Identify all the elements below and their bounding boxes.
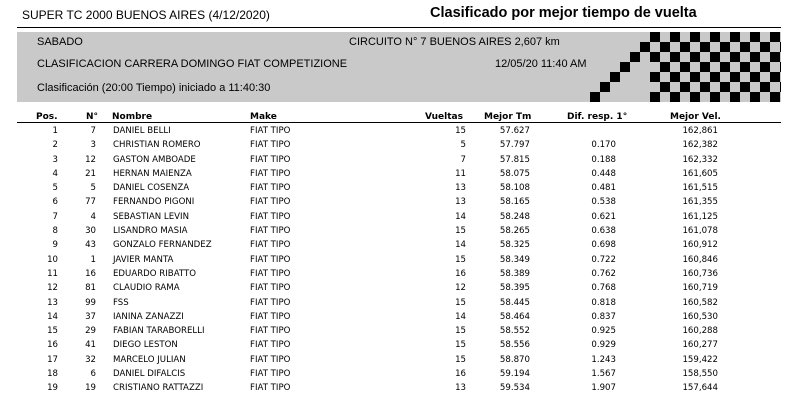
cell-pos: 17 <box>47 354 58 365</box>
cell-pos: 10 <box>47 254 58 265</box>
table-row <box>0 126 785 140</box>
col-laps: Vueltas <box>425 112 463 122</box>
cell-num: 5 <box>90 183 96 194</box>
cell-speed: 160,912 <box>682 240 718 251</box>
cell-num: 30 <box>85 226 96 237</box>
cell-pos: 6 <box>52 197 58 208</box>
table-row <box>0 240 785 254</box>
cell-name: DANIEL DIFALCIS <box>113 369 186 380</box>
cell-make: FIAT TIPO <box>250 126 291 136</box>
cell-laps: 15 <box>455 297 466 308</box>
cell-speed: 161,605 <box>682 168 718 179</box>
cell-make: FIAT TIPO <box>250 254 291 265</box>
cell-num: 7 <box>90 126 96 136</box>
cell-num: 77 <box>85 197 96 208</box>
checkered-flag-icon <box>590 32 781 102</box>
cell-pos: 7 <box>52 211 58 222</box>
cell-make: FIAT TIPO <box>250 268 291 279</box>
cell-make: FIAT TIPO <box>250 154 291 165</box>
cell-diff: 0.837 <box>591 311 616 322</box>
cell-diff: 0.638 <box>591 226 616 237</box>
circuit-label: CIRCUITO N° 7 BUENOS AIRES 2,607 km <box>349 36 560 48</box>
table-row <box>0 283 785 297</box>
cell-num: 6 <box>90 369 96 380</box>
cell-diff: 1.567 <box>591 369 616 380</box>
cell-name: FSS <box>113 297 129 308</box>
cell-diff: 0.929 <box>591 340 616 351</box>
cell-laps: 15 <box>455 226 466 237</box>
cell-diff: 0.188 <box>591 154 616 165</box>
table-row <box>0 369 785 383</box>
table-row <box>0 312 785 326</box>
day-label: SABADO <box>37 36 83 48</box>
cell-best: 58.265 <box>499 226 530 237</box>
cell-laps: 15 <box>455 326 466 337</box>
cell-best: 58.108 <box>499 183 530 194</box>
cell-diff: 0.768 <box>591 283 616 294</box>
cell-speed: 160,582 <box>682 297 718 308</box>
cell-best: 58.870 <box>499 354 530 365</box>
cell-best: 58.389 <box>499 268 530 279</box>
cell-num: 1 <box>90 254 96 265</box>
cell-laps: 14 <box>455 211 466 222</box>
cell-speed: 161,125 <box>682 211 718 222</box>
cell-pos: 3 <box>52 154 58 165</box>
cell-pos: 11 <box>47 268 58 279</box>
cell-diff: 0.722 <box>591 254 616 265</box>
table-row <box>0 212 785 226</box>
event-title: SUPER TC 2000 BUENOS AIRES (4/12/2020) <box>22 8 270 22</box>
cell-laps: 15 <box>455 126 466 136</box>
cell-diff: 1.243 <box>591 354 616 365</box>
cell-num: 41 <box>85 340 96 351</box>
cell-laps: 14 <box>455 311 466 322</box>
cell-pos: 1 <box>52 126 58 136</box>
col-diff: Dif. resp. 1° <box>567 112 628 122</box>
cell-best: 58.248 <box>499 211 530 222</box>
cell-laps: 12 <box>455 283 466 294</box>
cell-speed: 162,332 <box>682 154 718 165</box>
cell-pos: 13 <box>47 297 58 308</box>
cell-pos: 8 <box>52 226 58 237</box>
cell-best: 58.325 <box>499 240 530 251</box>
cell-laps: 15 <box>455 340 466 351</box>
cell-best: 57.797 <box>499 140 530 151</box>
cell-speed: 160,277 <box>682 340 718 351</box>
cell-make: FIAT TIPO <box>250 183 291 194</box>
results-table <box>0 126 785 398</box>
cell-make: FIAT TIPO <box>250 340 291 351</box>
cell-speed: 161,515 <box>682 183 718 194</box>
cell-speed: 162,382 <box>682 140 718 151</box>
cell-name: DANIEL BELLI <box>113 126 171 136</box>
cell-laps: 16 <box>455 268 466 279</box>
cell-speed: 160,846 <box>682 254 718 265</box>
cell-make: FIAT TIPO <box>250 211 291 222</box>
cell-num: 29 <box>85 326 96 337</box>
table-row <box>0 197 785 211</box>
cell-laps: 5 <box>460 140 466 151</box>
table-row <box>0 226 785 240</box>
table-row <box>0 140 785 154</box>
cell-best: 59.534 <box>499 383 530 394</box>
cell-name: DIEGO LESTON <box>113 340 178 351</box>
cell-make: FIAT TIPO <box>250 240 291 251</box>
table-row <box>0 383 785 397</box>
cell-num: 32 <box>85 354 96 365</box>
cell-speed: 161,355 <box>682 197 718 208</box>
cell-name: CHRISTIAN ROMERO <box>113 140 201 151</box>
cell-num: 99 <box>85 297 96 308</box>
cell-best: 57.627 <box>499 126 530 136</box>
cell-name: FABIAN TARABORELLI <box>113 326 205 337</box>
col-make: Make <box>250 112 277 122</box>
cell-diff: 0.818 <box>591 297 616 308</box>
cell-speed: 157,644 <box>682 383 718 394</box>
cell-best: 57.815 <box>499 154 530 165</box>
cell-make: FIAT TIPO <box>250 197 291 208</box>
cell-speed: 160,288 <box>682 326 718 337</box>
cell-make: FIAT TIPO <box>250 283 291 294</box>
table-row <box>0 326 785 340</box>
cell-name: JAVIER MANTA <box>113 254 174 265</box>
cell-name: DANIEL COSENZA <box>113 183 190 194</box>
table-row <box>0 298 785 312</box>
table-row <box>0 355 785 369</box>
cell-name: CRISTIANO RATTAZZI <box>113 383 204 394</box>
cell-diff: 0.621 <box>591 211 616 222</box>
cell-laps: 14 <box>455 240 466 251</box>
cell-pos: 19 <box>47 383 58 394</box>
cell-num: 16 <box>85 268 96 279</box>
cell-speed: 161,078 <box>682 226 718 237</box>
cell-name: GONZALO FERNANDEZ <box>113 240 212 251</box>
cell-diff: 0.698 <box>591 240 616 251</box>
cell-best: 58.395 <box>499 283 530 294</box>
cell-num: 37 <box>85 311 96 322</box>
cell-laps: 13 <box>455 197 466 208</box>
cell-make: FIAT TIPO <box>250 383 291 394</box>
cell-make: FIAT TIPO <box>250 354 291 365</box>
cell-diff: 0.170 <box>591 140 616 151</box>
cell-speed: 159,422 <box>682 354 718 365</box>
cell-best: 58.445 <box>499 297 530 308</box>
header-rule <box>17 122 781 123</box>
cell-laps: 13 <box>455 183 466 194</box>
cell-make: FIAT TIPO <box>250 168 291 179</box>
cell-make: FIAT TIPO <box>250 326 291 337</box>
cell-best: 58.075 <box>499 168 530 179</box>
cell-laps: 16 <box>455 369 466 380</box>
cell-best: 58.464 <box>499 311 530 322</box>
col-name: Nombre <box>112 112 153 122</box>
datetime-label: 12/05/20 11:40 AM <box>495 58 587 70</box>
table-row <box>0 169 785 183</box>
col-speed: Mejor Vel. <box>670 112 721 122</box>
cell-name: LISANDRO MASIA <box>113 226 188 237</box>
cell-best: 58.556 <box>499 340 530 351</box>
cell-name: IANINA ZANAZZI <box>113 311 184 322</box>
col-best: Mejor Tm <box>484 112 532 122</box>
cell-name: SEBASTIAN LEVIN <box>113 211 189 222</box>
cell-pos: 4 <box>52 168 58 179</box>
cell-num: 43 <box>85 240 96 251</box>
cell-best: 58.552 <box>499 326 530 337</box>
cell-name: FERNANDO PIGONI <box>113 197 195 208</box>
cell-num: 4 <box>90 211 96 222</box>
cell-pos: 2 <box>52 140 58 151</box>
cell-num: 12 <box>85 154 96 165</box>
cell-pos: 18 <box>47 369 58 380</box>
cell-laps: 13 <box>455 383 466 394</box>
cell-pos: 5 <box>52 183 58 194</box>
cell-best: 59.194 <box>499 369 530 380</box>
cell-best: 58.349 <box>499 254 530 265</box>
table-row <box>0 340 785 354</box>
cell-name: EDUARDO RIBATTO <box>113 268 197 279</box>
cell-num: 21 <box>85 168 96 179</box>
cell-diff: 0.538 <box>591 197 616 208</box>
cell-pos: 16 <box>47 340 58 351</box>
cell-laps: 7 <box>460 154 466 165</box>
cell-name: HERNAN MAIENZA <box>113 168 192 179</box>
cell-num: 81 <box>85 283 96 294</box>
session-label: Clasificación (20:00 Tiempo) iniciado a 11:40:30 <box>37 82 271 94</box>
cell-laps: 15 <box>455 354 466 365</box>
report-title: Clasificado por mejor tiempo de vuelta <box>430 5 697 21</box>
cell-speed: 160,719 <box>682 283 718 294</box>
title-divider <box>17 27 781 28</box>
cell-pos: 14 <box>47 311 58 322</box>
cell-diff: 0.481 <box>591 183 616 194</box>
cell-name: MARCELO JULIAN <box>113 354 186 365</box>
cell-make: FIAT TIPO <box>250 226 291 237</box>
cell-speed: 160,736 <box>682 268 718 279</box>
cell-num: 19 <box>85 383 96 394</box>
cell-name: GASTON AMBOADE <box>113 154 196 165</box>
cell-make: FIAT TIPO <box>250 140 291 151</box>
cell-laps: 15 <box>455 254 466 265</box>
col-num: N° <box>86 112 99 122</box>
cell-speed: 158,550 <box>682 369 718 380</box>
table-row <box>0 155 785 169</box>
table-row <box>0 269 785 283</box>
cell-laps: 11 <box>455 168 466 179</box>
cell-diff: 0.448 <box>591 168 616 179</box>
cell-diff: 0.762 <box>591 268 616 279</box>
cell-make: FIAT TIPO <box>250 369 291 380</box>
cell-pos: 15 <box>47 326 58 337</box>
col-pos: Pos. <box>36 112 58 122</box>
cell-make: FIAT TIPO <box>250 311 291 322</box>
cell-make: FIAT TIPO <box>250 297 291 308</box>
cell-name: CLAUDIO RAMA <box>113 283 180 294</box>
table-row <box>0 255 785 269</box>
cell-diff: 1.907 <box>591 383 616 394</box>
cell-speed: 162,861 <box>682 126 718 136</box>
table-row <box>0 183 785 197</box>
category-label: CLASIFICACION CARRERA DOMINGO FIAT COMPETIZIONE <box>37 58 348 70</box>
cell-num: 3 <box>90 140 96 151</box>
cell-pos: 9 <box>52 240 58 251</box>
cell-diff: 0.925 <box>591 326 616 337</box>
cell-best: 58.165 <box>499 197 530 208</box>
cell-pos: 12 <box>47 283 58 294</box>
cell-speed: 160,530 <box>682 311 718 322</box>
